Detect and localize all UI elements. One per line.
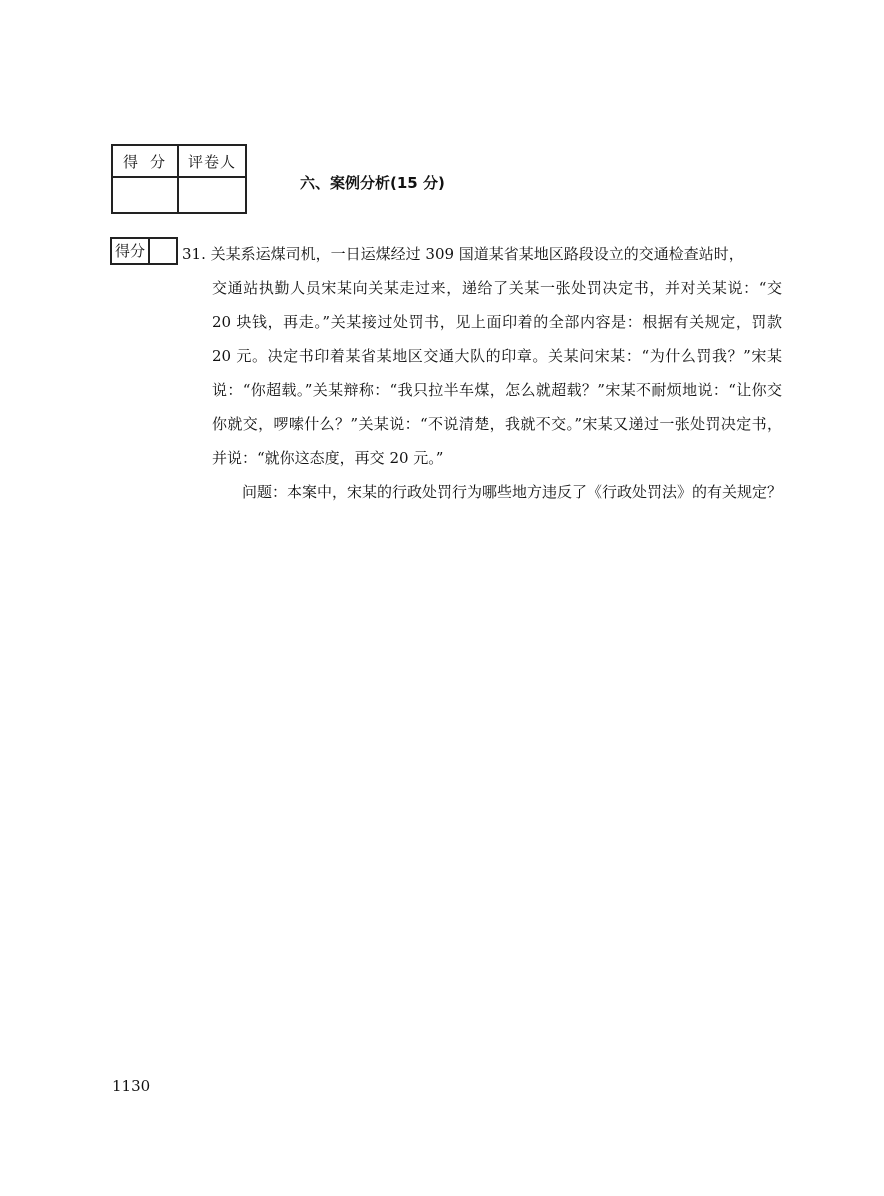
question-score-label: 得分: [112, 239, 150, 263]
score-entry-cell: [112, 177, 178, 213]
score-header-cell: 得分: [112, 145, 178, 177]
grader-entry-cell: [178, 177, 246, 213]
question-first-line: [182, 237, 782, 271]
score-table-input-row: [112, 177, 246, 213]
question-score-box: [110, 237, 178, 265]
question-body: 交通站执勤人员宋某向关某走过来，递给了关某一张处罚决定书，并对关某说：“交 20 块钱，再走。”关某接过处罚书，见上面印着的全部内容是：根据有关规定，罚款 20 元。决定书印着某省某地区交通大队的印章。关某问宋某：“为什么罚我？”宋某说：“你超载。”关某辩称：“我只拉半车煤，怎么就超载？”宋某不耐烦地说：“让你交你就交，啰嗦什么？”关某说：“不说清楚，我就不交。”宋某又递过一张处罚决定书，并说：“就你这态度，再交 20 元。”: [212, 279, 782, 467]
question-ask: 问题：本案中，宋某的行政处罚行为哪些地方违反了《行政处罚法》的有关规定？: [242, 483, 783, 501]
page-number: 1130: [112, 1077, 151, 1095]
grader-header-cell: 评卷人: [178, 145, 246, 177]
section-title: 六、案例分析(15 分): [300, 174, 445, 192]
question-first-line-text: 关某系运煤司机，一日运煤经过 309 国道某省某地区路段设立的交通检查站时，: [210, 245, 744, 263]
score-table: [111, 144, 247, 214]
score-table-header-row: [112, 145, 246, 177]
question-31: [182, 237, 782, 509]
question-number: 31.: [182, 245, 206, 263]
